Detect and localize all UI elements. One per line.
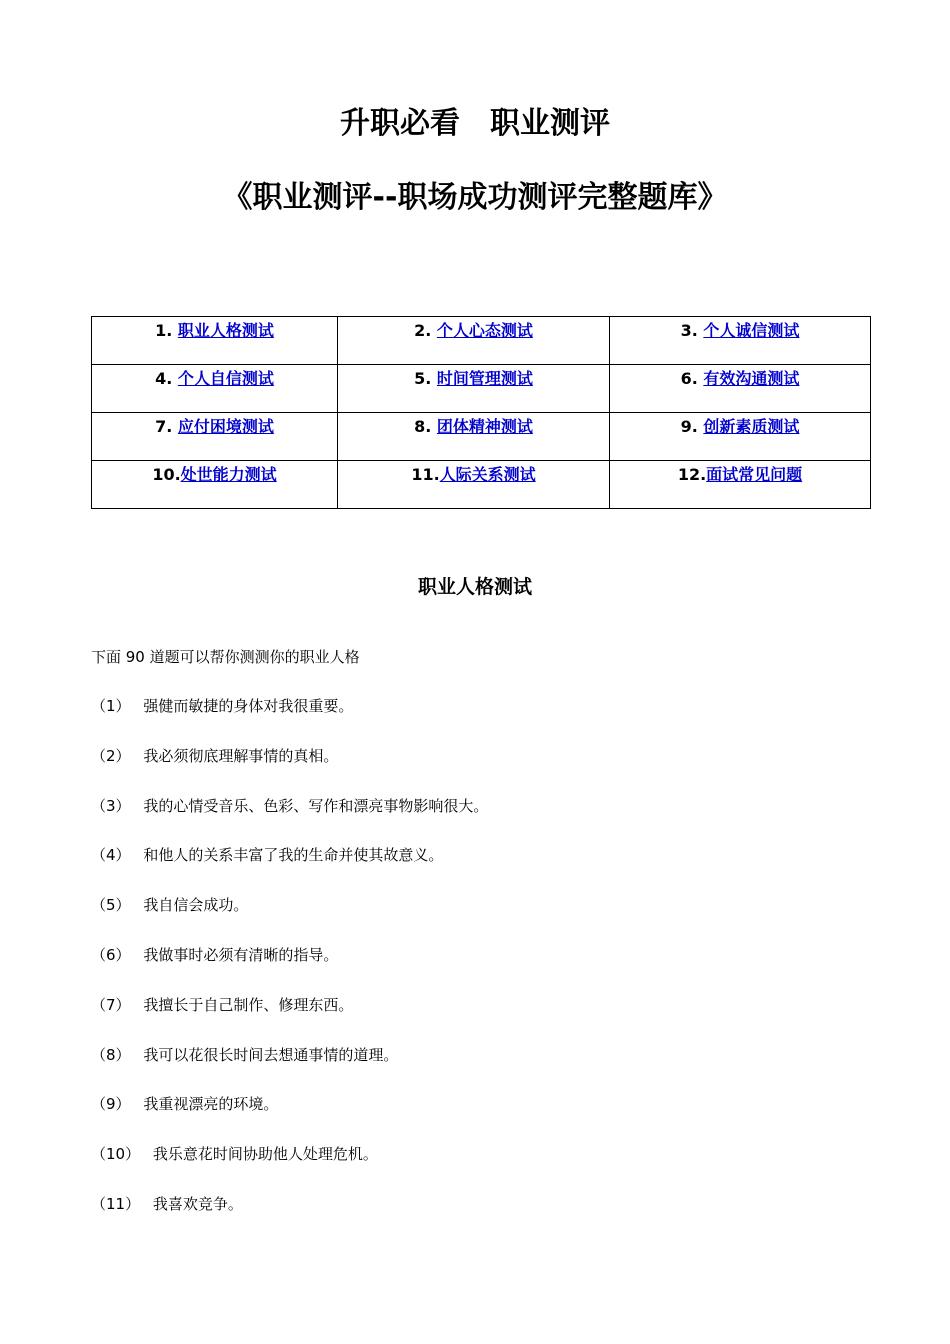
question-number: （4） xyxy=(91,846,131,865)
toc-link-teamwork[interactable]: 团体精神测试 xyxy=(436,417,533,436)
question-number: （8） xyxy=(91,1045,131,1064)
toc-number: 9. xyxy=(680,417,704,436)
toc-row xyxy=(92,317,871,365)
toc-link-adversity[interactable]: 应付困境测试 xyxy=(177,417,274,436)
toc-table xyxy=(91,316,871,509)
toc-link-interview-questions[interactable]: 面试常见问题 xyxy=(706,465,803,484)
toc-link-career-personality[interactable]: 职业人格测试 xyxy=(177,321,274,340)
toc-number: 1. xyxy=(155,321,178,340)
toc-link-social-skills[interactable]: 处世能力测试 xyxy=(180,465,277,484)
question-item xyxy=(91,894,488,944)
question-item xyxy=(91,994,488,1044)
section-heading: 职业人格测试 xyxy=(417,576,532,598)
question-item xyxy=(91,944,488,994)
toc-number: 2. xyxy=(414,321,437,340)
toc-row xyxy=(92,461,871,509)
question-item xyxy=(91,844,488,894)
toc-cell xyxy=(92,413,338,461)
question-text: 我自信会成功。 xyxy=(138,896,249,915)
toc-link-confidence[interactable]: 个人自信测试 xyxy=(177,369,274,388)
question-text: 我的心情受音乐、色彩、写作和漂亮事物影响很大。 xyxy=(138,796,489,815)
question-number: （6） xyxy=(91,945,131,964)
toc-link-integrity[interactable]: 个人诚信测试 xyxy=(703,321,800,340)
toc-number: 3. xyxy=(680,321,704,340)
toc-cell xyxy=(610,365,871,413)
toc-cell xyxy=(338,413,610,461)
question-number: （5） xyxy=(91,896,131,915)
toc-cell xyxy=(338,461,610,509)
question-item xyxy=(91,695,488,745)
question-item xyxy=(91,1044,488,1094)
question-text: 我重视漂亮的环境。 xyxy=(138,1095,279,1114)
section-intro: 下面 90 道题可以帮你测测你的职业人格 xyxy=(91,648,360,666)
toc-cell xyxy=(92,317,338,365)
toc-number: 7. xyxy=(155,417,178,436)
toc-row xyxy=(92,413,871,461)
question-text: 我必须彻底理解事情的真相。 xyxy=(138,746,339,765)
toc-cell xyxy=(92,365,338,413)
toc-number: 10. xyxy=(152,465,181,484)
toc-cell xyxy=(338,317,610,365)
question-text: 我乐意花时间协助他人处理危机。 xyxy=(148,1145,378,1164)
toc-cell xyxy=(92,461,338,509)
question-number: （7） xyxy=(91,995,131,1014)
toc-cell xyxy=(610,413,871,461)
toc-cell xyxy=(610,461,871,509)
toc-cell xyxy=(610,317,871,365)
page-subtitle: 《职业测评--职场成功测评完整题库》 xyxy=(222,180,728,215)
toc-link-time-management[interactable]: 时间管理测试 xyxy=(436,369,533,388)
toc-row xyxy=(92,365,871,413)
toc-cell xyxy=(338,365,610,413)
question-text: 我喜欢竞争。 xyxy=(148,1194,243,1213)
question-item xyxy=(91,795,488,845)
question-text: 我擅长于自己制作、修理东西。 xyxy=(138,995,354,1014)
question-item xyxy=(91,745,488,795)
toc-number: 5. xyxy=(414,369,437,388)
toc-number: 6. xyxy=(680,369,704,388)
toc-link-innovation[interactable]: 创新素质测试 xyxy=(703,417,800,436)
toc-number: 4. xyxy=(155,369,178,388)
question-number: （3） xyxy=(91,796,131,815)
toc-link-relationships[interactable]: 人际关系测试 xyxy=(439,465,536,484)
question-text: 我做事时必须有清晰的指导。 xyxy=(138,945,339,964)
question-number: （11） xyxy=(91,1194,141,1213)
question-text: 我可以花很长时间去想通事情的道理。 xyxy=(138,1045,399,1064)
question-item xyxy=(91,1143,488,1193)
question-text: 强健而敏捷的身体对我很重要。 xyxy=(138,697,354,715)
question-item xyxy=(91,1093,488,1143)
toc-link-mindset[interactable]: 个人心态测试 xyxy=(436,321,533,340)
toc-number: 12. xyxy=(677,465,707,484)
question-number: （10） xyxy=(91,1145,141,1164)
question-item xyxy=(91,1193,488,1243)
toc-link-communication[interactable]: 有效沟通测试 xyxy=(703,369,800,388)
question-number: （1） xyxy=(91,697,131,715)
question-number: （2） xyxy=(91,746,131,765)
question-list xyxy=(91,695,488,1243)
question-text: 和他人的关系丰富了我的生命并使其故意义。 xyxy=(138,846,444,865)
toc-number: 11. xyxy=(411,465,440,484)
page-title: 升职必看 职业测评 xyxy=(340,106,610,141)
toc-number: 8. xyxy=(414,417,437,436)
question-number: （9） xyxy=(91,1095,131,1114)
